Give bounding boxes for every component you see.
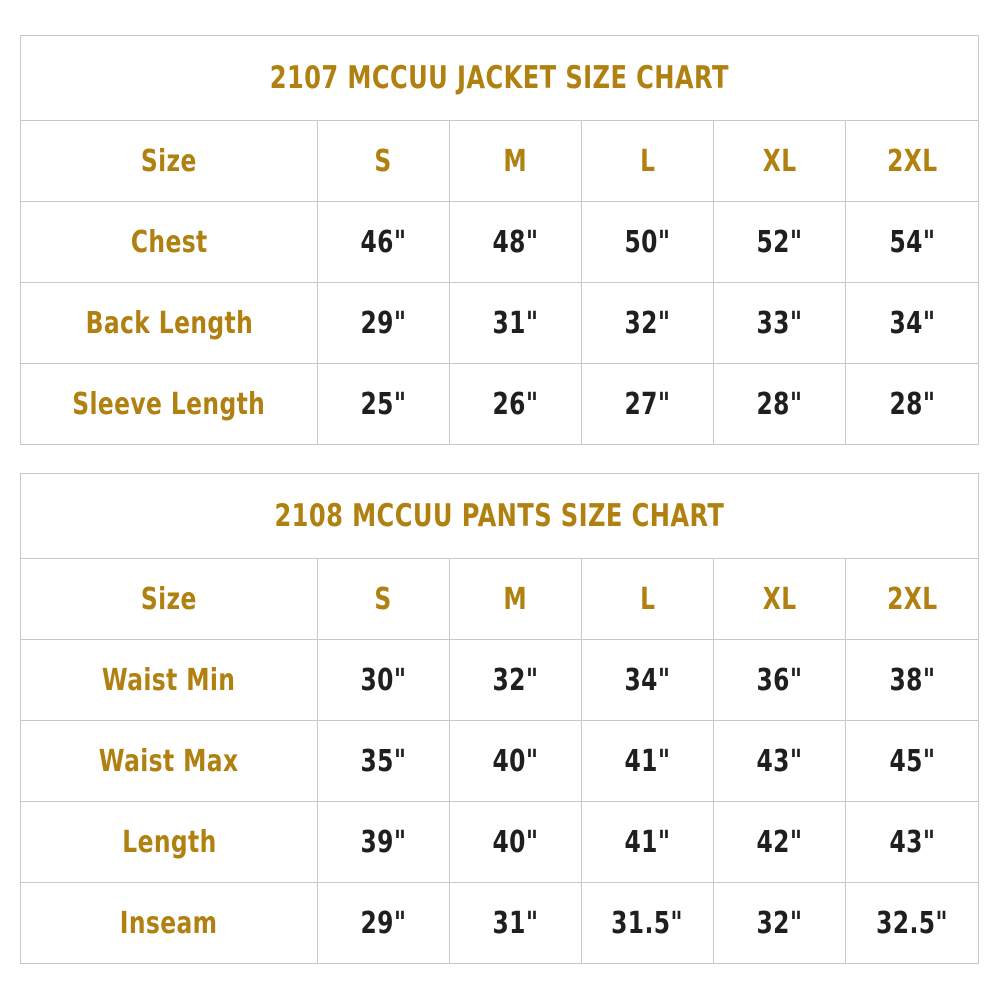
value-cell: 38" (846, 640, 979, 721)
value-cell: 27" (582, 364, 714, 445)
value-cell: 29" (318, 283, 450, 364)
value-cell: 32" (714, 883, 846, 964)
pants-size-2xl: 2XL (846, 559, 979, 640)
pants-chart-title: 2108 MCCUU PANTS SIZE CHART (21, 474, 979, 559)
value-cell: 43" (846, 802, 979, 883)
pants-row-waist-max (21, 721, 979, 802)
pants-row-inseam (21, 883, 979, 964)
pants-size-chart (20, 473, 979, 964)
value-cell: 40" (450, 802, 582, 883)
row-label: Length (21, 802, 318, 883)
value-cell: 34" (846, 283, 979, 364)
jacket-size-2xl: 2XL (846, 121, 979, 202)
value-cell: 33" (714, 283, 846, 364)
pants-size-l: L (582, 559, 714, 640)
value-cell: 26" (450, 364, 582, 445)
pants-title-row (21, 474, 979, 559)
value-cell: 30" (318, 640, 450, 721)
jacket-size-s: S (318, 121, 450, 202)
value-cell: 36" (714, 640, 846, 721)
row-label: Back Length (21, 283, 318, 364)
value-cell: 48" (450, 202, 582, 283)
value-cell: 41" (582, 721, 714, 802)
pants-size-xl: XL (714, 559, 846, 640)
value-cell: 43" (714, 721, 846, 802)
jacket-row-sleeve-length (21, 364, 979, 445)
jacket-size-label: Size (21, 121, 318, 202)
jacket-title-row (21, 36, 979, 121)
value-cell: 41" (582, 802, 714, 883)
jacket-size-l: L (582, 121, 714, 202)
value-cell: 29" (318, 883, 450, 964)
value-cell: 54" (846, 202, 979, 283)
row-label: Waist Max (21, 721, 318, 802)
pants-size-s: S (318, 559, 450, 640)
value-cell: 50" (582, 202, 714, 283)
value-cell: 28" (846, 364, 979, 445)
value-cell: 31" (450, 883, 582, 964)
pants-row-length (21, 802, 979, 883)
value-cell: 46" (318, 202, 450, 283)
jacket-row-chest (21, 202, 979, 283)
value-cell: 40" (450, 721, 582, 802)
row-label: Waist Min (21, 640, 318, 721)
jacket-size-xl: XL (714, 121, 846, 202)
value-cell: 31.5" (582, 883, 714, 964)
value-cell: 52" (714, 202, 846, 283)
row-label: Sleeve Length (21, 364, 318, 445)
value-cell: 35" (318, 721, 450, 802)
pants-row-waist-min (21, 640, 979, 721)
value-cell: 32" (450, 640, 582, 721)
value-cell: 28" (714, 364, 846, 445)
value-cell: 25" (318, 364, 450, 445)
value-cell: 32" (582, 283, 714, 364)
pants-size-m: M (450, 559, 582, 640)
value-cell: 34" (582, 640, 714, 721)
pants-size-header-row (21, 559, 979, 640)
jacket-size-header-row (21, 121, 979, 202)
jacket-chart-title: 2107 MCCUU JACKET SIZE CHART (21, 36, 979, 121)
jacket-size-m: M (450, 121, 582, 202)
row-label: Chest (21, 202, 318, 283)
jacket-row-back-length (21, 283, 979, 364)
pants-size-label: Size (21, 559, 318, 640)
value-cell: 32.5" (846, 883, 979, 964)
jacket-size-chart (20, 35, 979, 445)
value-cell: 39" (318, 802, 450, 883)
value-cell: 45" (846, 721, 979, 802)
row-label: Inseam (21, 883, 318, 964)
value-cell: 42" (714, 802, 846, 883)
value-cell: 31" (450, 283, 582, 364)
